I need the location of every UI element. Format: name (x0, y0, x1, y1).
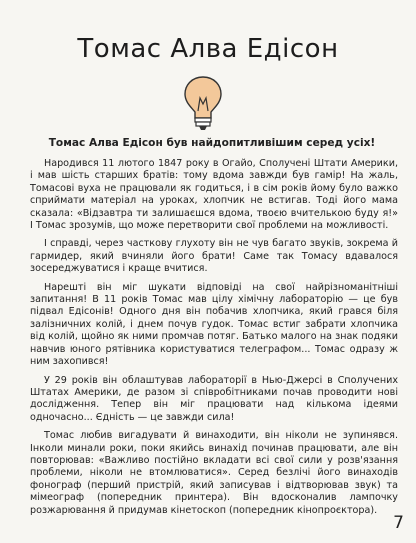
paragraph: Томас любив вигадувати й винаходити, він ніколи не зупинявся. Інколи минали роки, поки якийсь винахід починав працювати, але він повторював: «Важливо постійно вкладати всі свої сили у розв'язання проблеми, ніколи не втомлюватися». Серед безлічі його винаходів фонограф (перший пристрій, який записував і відтворював звук) та мімеограф (попередник принтера). Він вдосконалив лампочку розжарювання й придумав кінетоскоп (попередник кінопроєктора). (30, 430, 398, 516)
paragraph: Народився 11 лютого 1847 року в Огайо, Сполучені Штати Америки, і мав шість старших братів: тому вдома завжди був гамір! На жаль, Томасові вуха не працювали як годиться, і в сім років йому було важко сприймати матеріал на уроках, хлопчик не встигав. Тоді його мама сказала: «Відзавтра ти залишаєшся вдома, твоєю вчителькою буду я!» І Томас зрозумів, що може перетворити свої проблеми на можливості. (30, 158, 398, 232)
page-number: 7 (393, 513, 404, 533)
page-title: Томас Алва Едісон (77, 34, 339, 64)
lightbulb-icon (181, 74, 225, 132)
paragraph: У 29 років він облаштував лабораторії в Нью-Джерсі в Сполучених Штатах Америки, де разом зі співробітниками почав проводити нові дослідження. Тепер він міг працювати над кількома ідеями одночасно... Єдність — це завжди сила! (30, 374, 398, 423)
paragraph: І справді, через часткову глухоту він не чув багато звуків, зокрема й гармидер, який вчиняли його брати! Саме так Томасу вдавалося зосереджуватися і краще вчитися. (30, 238, 398, 275)
lead-sentence: Томас Алва Едісон був найдопитливішим серед усіх! (48, 137, 376, 149)
paragraph: Нарешті він міг шукати відповіді на свої найрізноманітніші запитання! В 11 років Томас мав цілу хімічну лабораторію — це був підвал Едісонів! Одного дня він побачив хлопчика, який грався біля залізничних колій, і днем почув гудок. Томас встиг забрати хлопчика від колій, щойно як ними промчав потяг. Батько малого на знак подяки навчив юного рятівника користуватися телеграфом... Томас одразу ж ним захопився! (30, 281, 398, 368)
article-body (30, 158, 398, 523)
